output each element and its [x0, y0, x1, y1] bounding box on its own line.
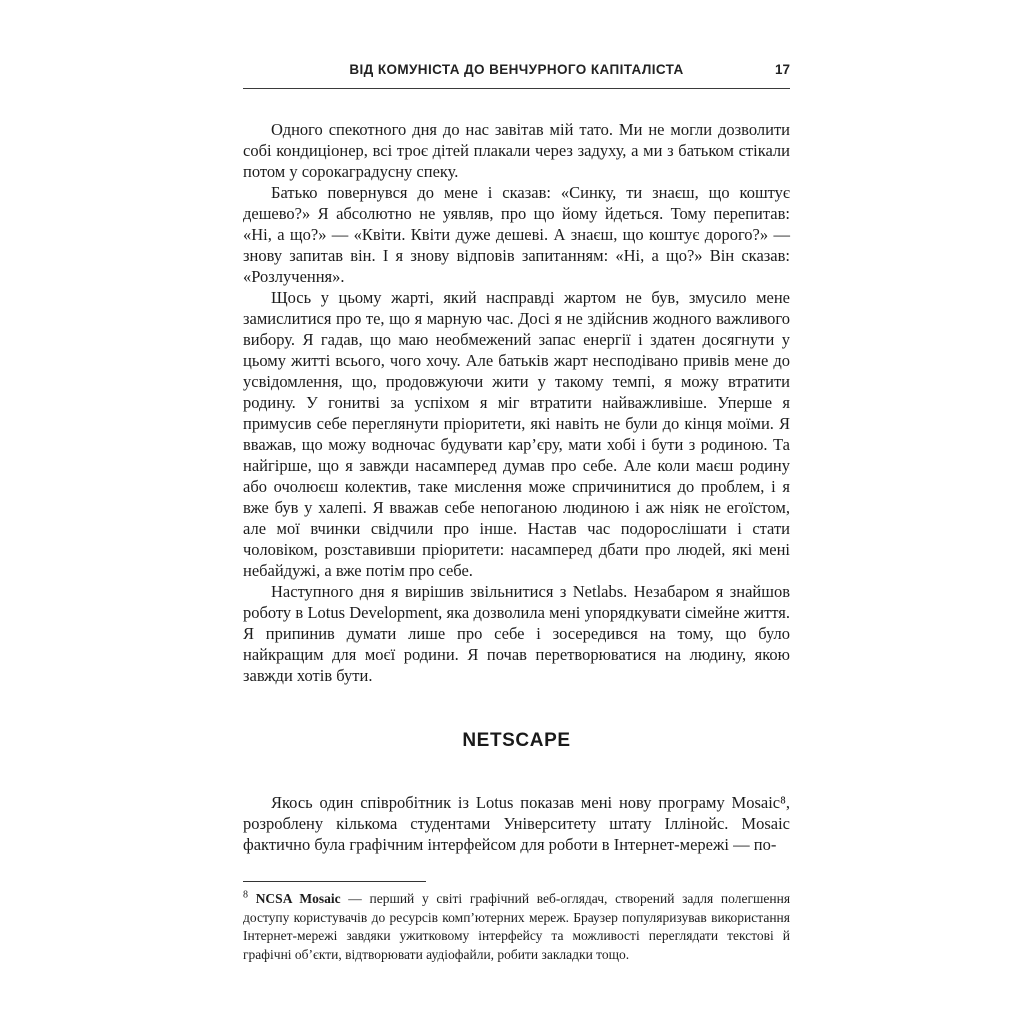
footnote-body: — перший у світі графічний веб-оглядач, створений задля полегшення доступу користувачів до ресурсів комп’ютерних мереж. Браузер популяризував використання Інтернет-мережі завдяки ужитковому інтерфейсу та можливості переглядати текстові й графічні об’єкти, відтворювати аудіофайли, робити закладки тощо. [243, 891, 791, 962]
paragraph: Батько повернувся до мене і сказав: «Синку, ти знаєш, що коштує дешево?» Я абсолютно не уявляв, про що йому йдеться. Тому перепитав: «Ні, а що?» — «Квіти. Квіти дуже дешеві. А знаєш, що коштує дорого?» — знову запитав він. І я знову відповів запитанням: «Ні, а що?» Він сказав: «Розлучення». [243, 183, 790, 286]
running-title: ВІД КОМУНІСТА ДО ВЕНЧУРНОГО КАПІТАЛІСТА [349, 62, 684, 77]
footnote-marker: 8 [243, 889, 248, 901]
paragraph: Наступного дня я вирішив звільнитися з Netlabs. Незабаром я знайшов роботу в Lotus Development, яка дозволила мені упорядкувати сімейне життя. Я припинив думати лише про себе і зосередився на тому, що було найкращим для моєї родини. Я почав перетворюватися на людину, якою завжди хотів бути. [243, 582, 790, 685]
footnote-area [243, 881, 790, 964]
page-content [243, 58, 790, 964]
body-text [243, 119, 790, 855]
paragraph: Якось один співробітник із Lotus показав мені нову програму Mosaic⁸, розроблену кількома студентами Університету штату Іллінойс. Mosaic фактично була графічним інтерфейсом для роботи в Інтернет-мережі — по- [243, 793, 790, 854]
section-heading: NETSCAPE [462, 730, 571, 751]
footnote-text [243, 890, 790, 964]
footnote-divider [243, 881, 426, 882]
paragraph: Одного спекотного дня до нас завітав мій тато. Ми не могли дозволити собі кондиціонер, всі троє дітей плакали через задуху, а ми з батьком стікали потом у сорокаградусну спеку. [243, 120, 790, 181]
paragraph: Щось у цьому жарті, який насправді жартом не був, змусило мене замислитися про те, що я марную час. Досі я не здійснив жодного важливого вибору. Я гадав, що маю необмежений запас енергії і здатен досягнути у цьому житті всього, чого хочу. Але батьків жарт несподівано привів мене до усвідомлення, що, продовжуючи жити у такому темпі, я можу втратити родину. У гонитві за успіхом я міг втратити найважливіше. Уперше я примусив себе переглянути пріоритети, які навіть не були до кінця моїми. Я вважав, що можу водночас будувати кар’єру, мати хобі і бути з родиною. Та найгірше, що я завжди насамперед думав про себе. Але коли маєш родину або очолюєш колектив, таке мислення може спричинитися до проблем, і я вже був у халепі. Я вважав себе непоганою людиною і аж ніяк не егоїстом, але мої вчинки свідчили про інше. Настав час подорослішати і стати чоловіком, розставивши пріоритети: насамперед дбати про людей, які мені небайдужі, а вже потім про себе. [243, 288, 790, 580]
page-header [243, 58, 790, 89]
page-number: 17 [774, 62, 790, 77]
footnote-term: NCSA Mosaic [255, 891, 341, 906]
